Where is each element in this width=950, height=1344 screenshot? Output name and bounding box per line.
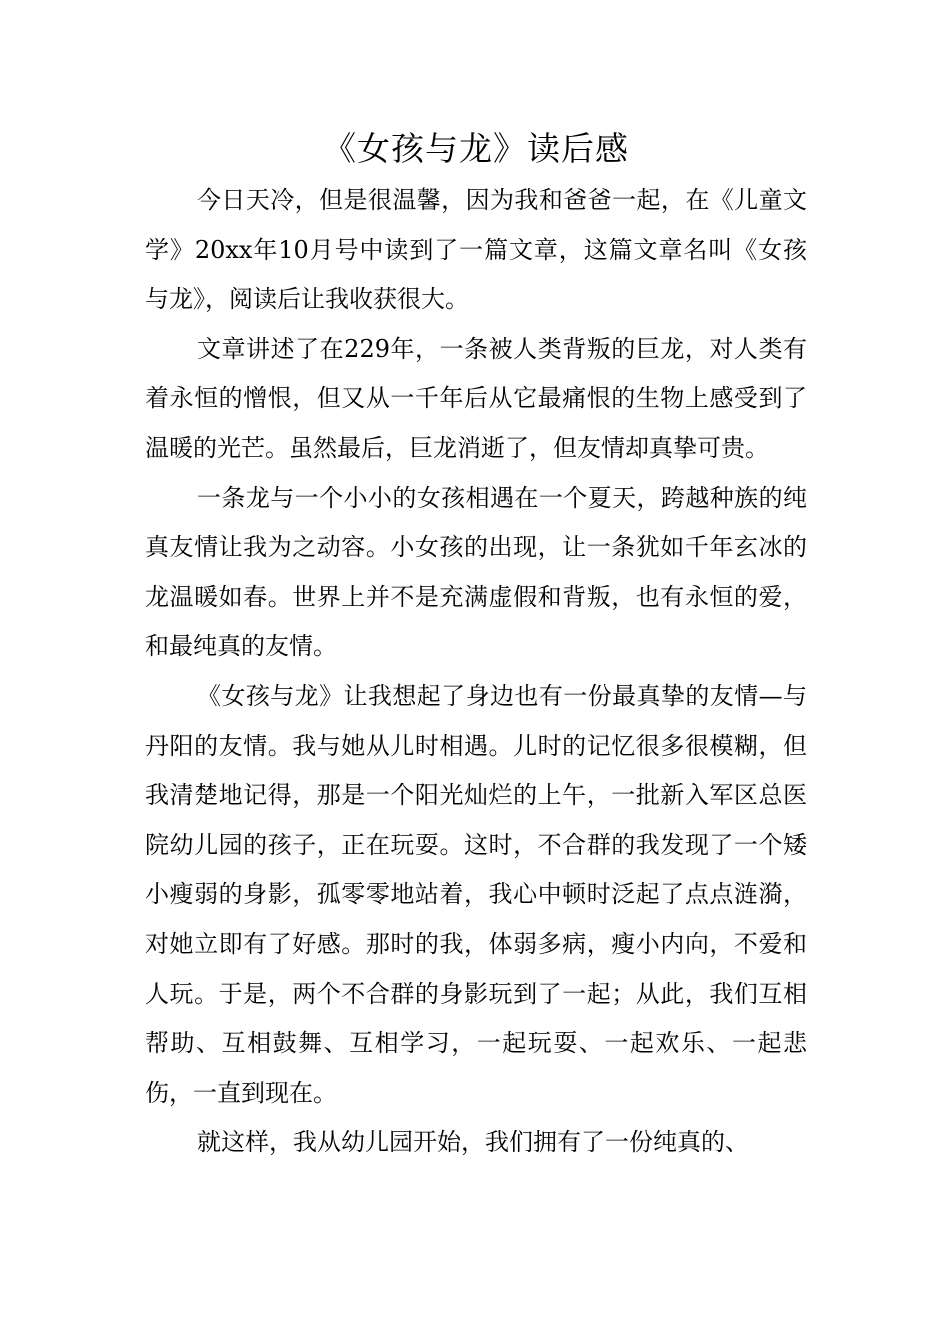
paragraph-2: 文章讲述了在229年，一条被人类背叛的巨龙，对人类有着永恒的憎恨，但又从一千年后从它最痛恨的生物上感受到了温暖的光芒。虽然最后，巨龙消逝了，但友情却真挚可贵。 [145,334,807,462]
paragraph-4: 《女孩与龙》让我想起了身边也有一份最真挚的友情—与丹阳的友情。我与她从儿时相遇。儿时的记忆很多很模糊，但我清楚地记得，那是一个阳光灿烂的上午，一批新入军区总医院幼儿园的孩子，正在玩耍。这时，不合群的我发现了一个矮小瘦弱的身影，孤零零地站着，我心中顿时泛起了点点涟漪，对她立即有了好感。那时的我，体弱多病，瘦小内向，不爱和人玩。于是，两个不合群的身影玩到了一起；从此，我们互相帮助、互相鼓舞、互相学习，一起玩耍、一起欢乐、一起悲伤，一直到现在。 [145,681,807,1107]
document-title: 《女孩与龙》读后感 [323,129,629,168]
paragraph-3: 一条龙与一个小小的女孩相遇在一个夏天，跨越种族的纯真友情让我为之动容。小女孩的出现，让一条犹如千年玄冰的龙温暖如春。世界上并不是充满虚假和背叛，也有永恒的爱，和最纯真的友情。 [145,483,807,661]
paragraph-5: 就这样，我从幼儿园开始，我们拥有了一份纯真的、 [197,1128,749,1157]
document-body [145,176,807,1168]
paragraph-1: 今日天冷，但是很温馨，因为我和爸爸一起，在《儿童文学》20xx年10月号中读到了一篇文章，这篇文章名叫《女孩与龙》，阅读后让我收获很大。 [145,186,807,314]
